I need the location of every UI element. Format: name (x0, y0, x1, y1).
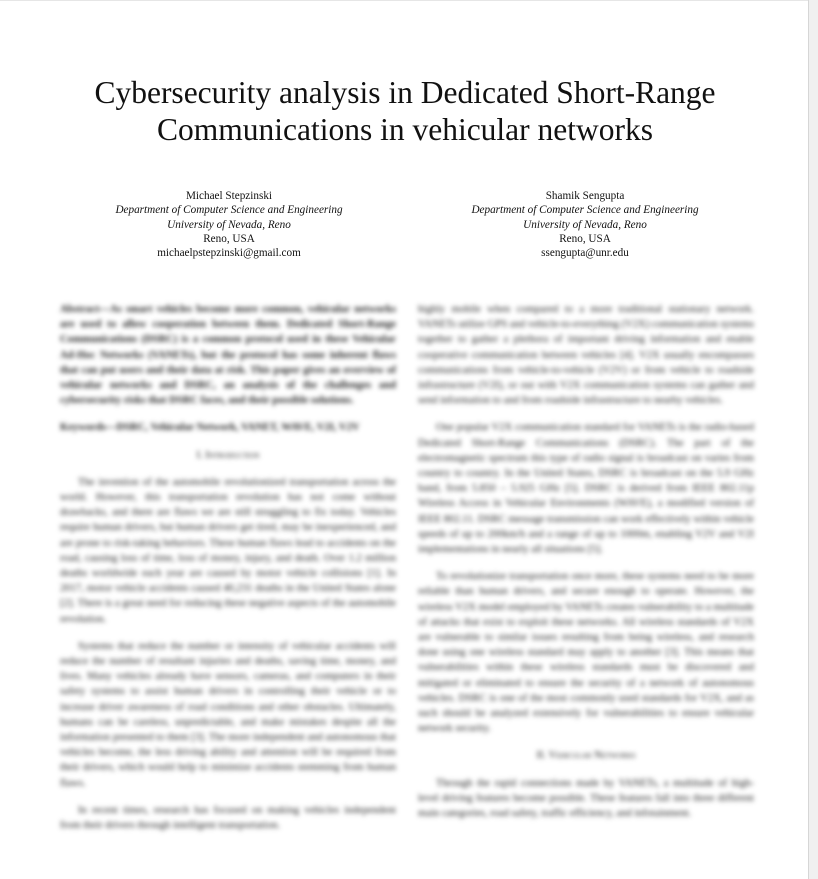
author-department: Department of Computer Science and Engineering (115, 204, 343, 217)
author-email: ssengupta@unr.edu (541, 247, 629, 260)
title-line-2: Communications in vehicular networks (156, 112, 654, 147)
author-name: Michael Stepzinski (185, 190, 273, 202)
body-column-right-blurred: highly mobile when compared to a more traditional stationary network. VANETs utilize GPS and vehicle-to-everything (V2X) communication systems together to gather a plethora of important driving information and enable cooperative communication between vehicles [4]. V2X usually encompasses communications from vehicle-to-vehicle (V2V) or from vehicle to roadside infrastructure (V2I), or out with V2X communication systems can gather and send information to and from roadside infrastructure to nearby vehicles. One popular V2X communication standard for VANETs is the radio-based Dedicated Short-Range Communications (DSRC). The part of the electromagnetic spectrum this type of radio signal is broadcast on varies from country to country. In the United States, DSRC is broadcast on the 5.9 GHz band, from 5.850 – 5.925 GHz [5]. DSRC is derived from IEEE 802.11p Wireless Access in Vehicular Environments (WAVE), a modified version of IEEE 802.11. DSRC message transmission can work effectively within vehicle speeds of up to 200km/h and a range of up to 1000m, enabling V2V and V2I implementations in nearly all situations [5]. To revolutionize transportation once more, these systems need to be more reliable than human drivers, and secure enough to operate. However, the wireless V2X model employed by VANETs creates vulnerability to a multitude of attacks that exist to exploit these networks. All wireless standards of V2X are vulnerable to similar issues resulting from being wireless, and research done using one wireless standard may apply to another [3]. This means that vulnerabilities within these wireless standards must be discovered and mitigated or eliminated to ensure the security of a network of autonomous vehicles. DSRC is one of the most commonly used standards for V2X, and as such should be analyzed extensively for vulnerabilities to ensure vehicular network security. II. Vehicular Networks Through the rapid connections made by VANETs, a multitude of high-level driving features become possible. These features fall into three different main categories, road safety, traffic efficiency, and infotainment. (418, 304, 754, 820)
viewer-scrollbar-gutter[interactable] (808, 0, 818, 879)
author-university: University of Nevada, Reno (523, 218, 647, 231)
body-column-left-blurred: Abstract—As smart vehicles become more common, vehicular networks are used to allow cooperation between them. Dedicated Short-Range Communications (DSRC) is a common protocol used in these Vehicular Ad-Hoc Networks (VANETs), but the protocol has some inherent flaws that can put users and their data at risk. This paper gives an overview of vehicular networks and DSRC, an analysis of the challenges and cybersecurity risks that DSRC faces, and their possible solutions. Keywords—DSRC, Vehicular Network, VANET, WAVE, V2I, V2V I. Introduction The invention of the automobile revolutionized transportation across the world. However, this transportation revolution has not come without drawbacks, and there are flaws we are still struggling to fix today. Vehicles require human drivers, but human drivers get tired, may be inexperienced, and are prone to risk-taking behaviors. These human flaws lead to accidents on the road, causing loss of time, loss of money, injury, and death. Over 1.2 million deaths worldwide each year are caused by motor vehicle collisions [1]. In 2017, motor vehicle accidents caused 40,231 deaths in the United States alone [2]. There is a great need for reducing these negative aspects of the automobile revolution. Systems that reduce the number or intensity of vehicular accidents will reduce the number of resultant injuries and deaths, saving time, money, and lives. Many vehicles already have sensors, cameras, and computers in their safety systems to assist human drivers in controlling their vehicle or to increase driver awareness of road conditions and other obstacles. Ultimately, humans can be careless, unpredictable, and make mistakes despite all the information presented to them [3]. The more independent and autonomous that vehicles become, the less driving ability and attention will be required from their drivers, which would help to minimize accidents stemming from human flaws. In recent times, research has focused on making vehicles independent from their drivers through intelligent transportation. (60, 304, 396, 832)
paper-title (40, 74, 770, 148)
author-block-1 (49, 189, 409, 260)
author-university: University of Nevada, Reno (167, 218, 291, 231)
author-email: michaelpstepzinski@gmail.com (157, 247, 301, 260)
author-name: Shamik Sengupta (545, 190, 625, 202)
author-block-2 (405, 189, 765, 260)
author-department: Department of Computer Science and Engineering (471, 204, 699, 217)
author-location: Reno, USA (203, 232, 255, 245)
title-line-1: Cybersecurity analysis in Dedicated Short-Range (94, 75, 716, 110)
page-top-edge (0, 0, 808, 1)
author-location: Reno, USA (559, 232, 611, 245)
